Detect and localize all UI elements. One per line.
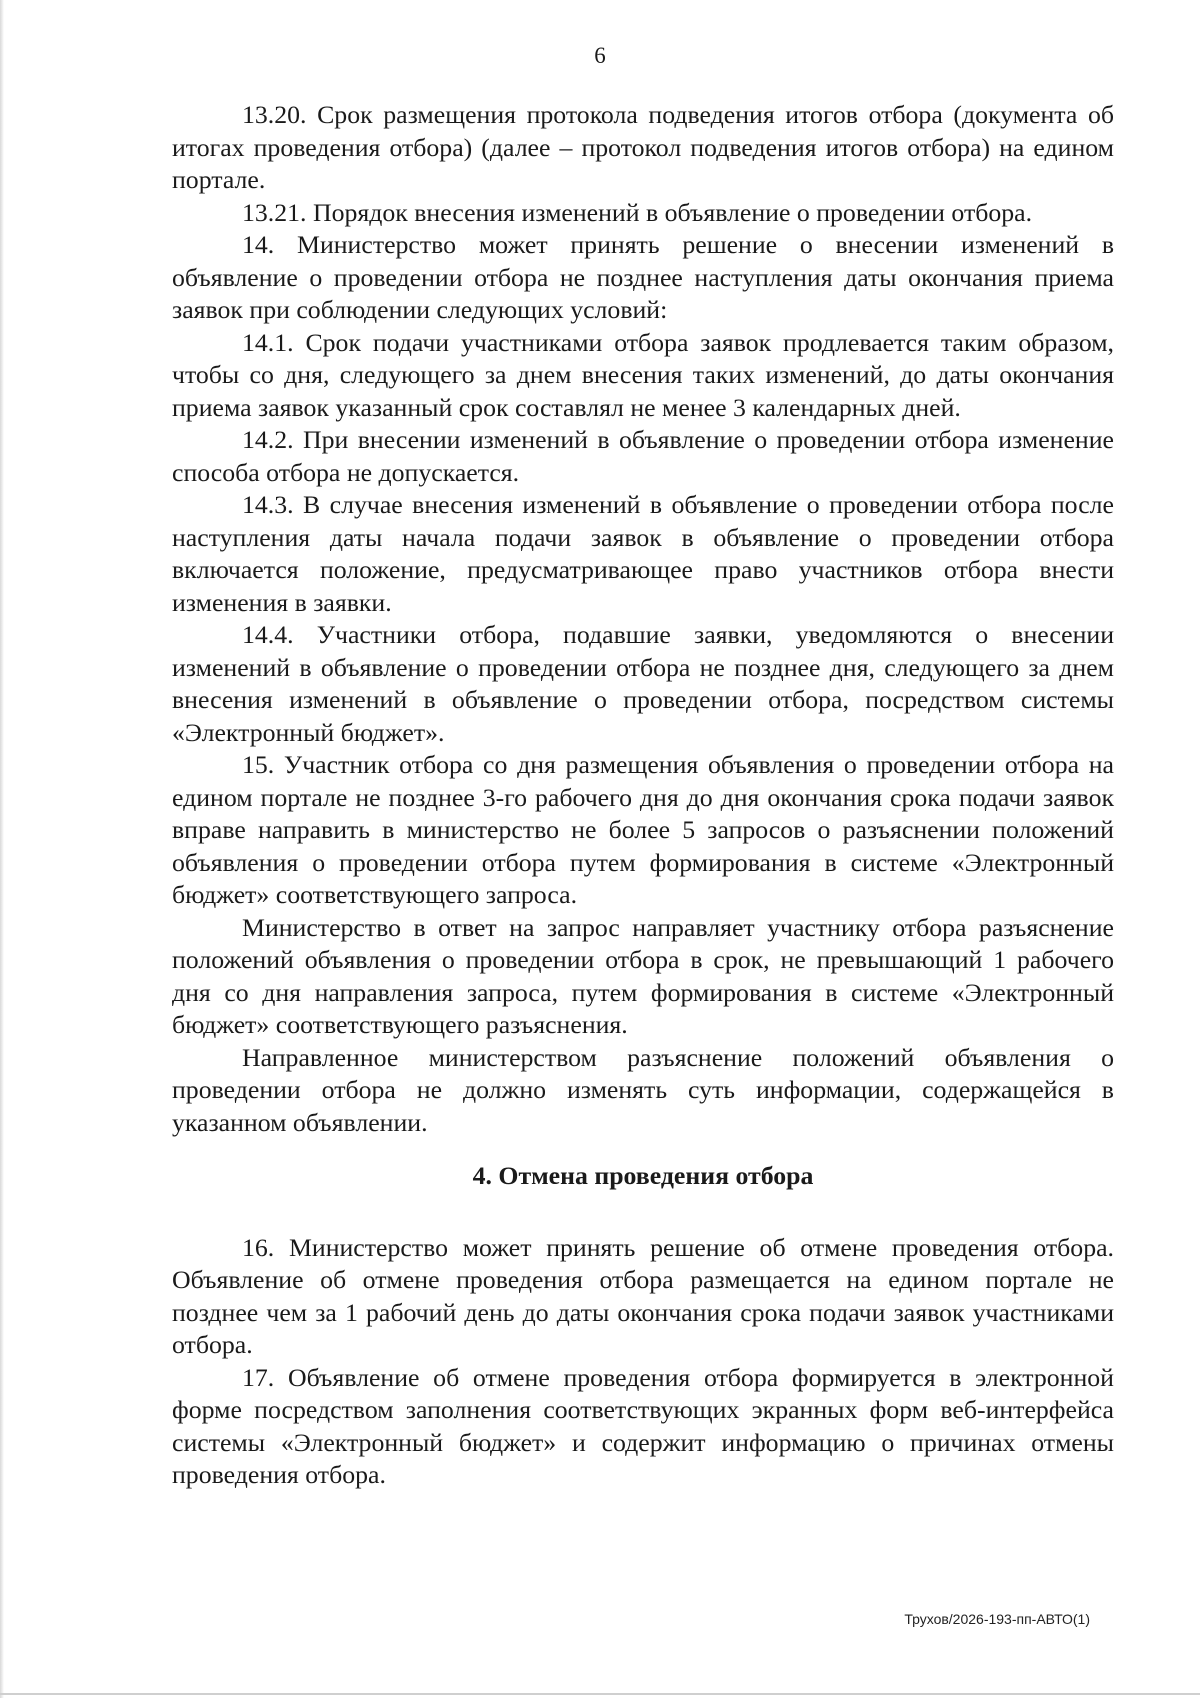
paragraph-15: 15. Участник отбора со дня размещения объявления о проведении отбора на едином портале не позднее 3-го рабочего дня до дня окончания срока подачи заявок вправе направить в министерство не более 5 запросов о разъяснении положений объявления о проведении отбора путем формирования в системе «Электронный бюджет» соответствующего запроса. — [172, 750, 1114, 909]
document-code: Трухов/2026-193-пп-АВТО(1) — [904, 1611, 1090, 1627]
paragraph-17: 17. Объявление об отмене проведения отбора формируется в электронной форме посредством заполнения соответствующих экранных форм веб-интерфейса системы «Электронный бюджет» и содержит информацию о причинах отмены проведения отбора. — [172, 1362, 1114, 1489]
paragraph-15-clarification: Направленное министерством разъяснение положений объявления о проведении отбора не должно изменять суть информации, содержащейся в указанном объявлении. — [172, 1042, 1114, 1137]
paragraph-14-4: 14.4. Участники отбора, подавшие заявки, уведомляются о внесении изменений в объявление о проведении отбора не позднее дня, следующего за днем внесения изменений в объявление о проведении отбора, посредством системы «Электронный бюджет». — [172, 620, 1114, 747]
paragraph-14-1: 14.1. Срок подачи участниками отбора заявок продлевается таким образом, чтобы со дня, следующего за днем внесения таких изменений, до даты окончания приема заявок указанный срок составлял не менее 3 календарных дней. — [172, 327, 1114, 422]
document-body — [172, 99, 1114, 1492]
paragraph-14: 14. Министерство может принять решение о внесении изменений в объявление о проведении отбора не позднее наступления даты окончания приема заявок при соблюдении следующих условий: — [172, 230, 1114, 324]
paragraph-14-2: 14.2. При внесении изменений в объявление о проведении отбора изменение способа отбора не допускается. — [172, 425, 1114, 487]
page-number: 6 — [594, 43, 606, 68]
paragraph-15-response: Министерство в ответ на запрос направляет участнику отбора разъяснение положений объявления о проведении отбора в срок, не превышающий 1 рабочего дня со дня направления запроса, путем формирования в системе «Электронный бюджет» соответствующего разъяснения. — [172, 912, 1114, 1039]
section-title: 4. Отмена проведения отбора — [472, 1161, 814, 1190]
paragraph-13-20: 13.20. Срок размещения протокола подведения итогов отбора (документа об итогах проведения отбора) (далее – протокол подведения итогов отбора) на едином портале. — [172, 100, 1114, 194]
scan-edge-left — [0, 0, 4, 1698]
paragraph-14-3: 14.3. В случае внесения изменений в объявление о проведении отбора после наступления даты начала подачи заявок в объявление о проведении отбора включается положение, предусматривающее право участников отбора внести изменения в заявки. — [172, 490, 1114, 617]
paragraph-13-21: 13.21. Порядок внесения изменений в объявление о проведении отбора. — [242, 197, 1033, 227]
paragraph-16: 16. Министерство может принять решение об отмене проведения отбора. Объявление об отмене проведения отбора размещается на едином портале не позднее чем за 1 рабочий день до даты окончания срока подачи заявок участниками отбора. — [172, 1232, 1114, 1359]
scan-edge-bottom — [0, 1693, 1200, 1695]
